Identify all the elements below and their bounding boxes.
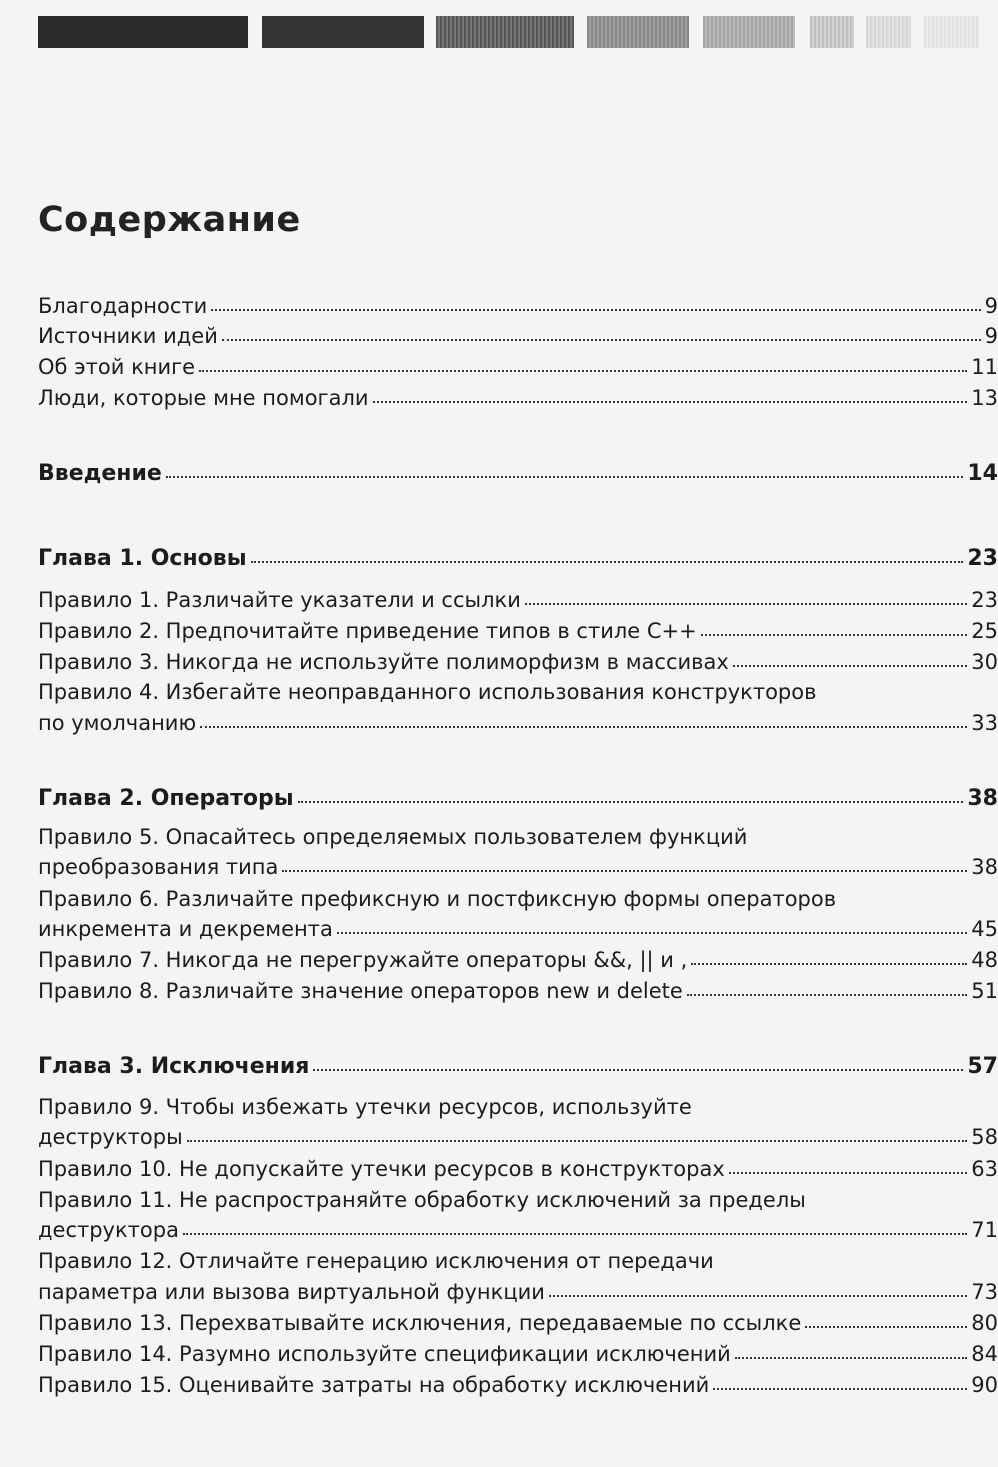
toc-chapter-title: Глава 1. Основы <box>38 546 247 571</box>
toc-chapter-title: Введение <box>38 461 162 486</box>
dot-leader <box>733 663 967 667</box>
toc-entry[interactable] <box>38 1278 998 1306</box>
toc-entry[interactable] <box>38 353 998 381</box>
toc-entry-page: 38 <box>967 786 998 811</box>
toc-entry-first-line[interactable] <box>38 885 998 913</box>
toc-entry[interactable] <box>38 915 998 943</box>
toc-entry-page: 38 <box>971 855 998 879</box>
toc-entry-page: 73 <box>971 1280 998 1304</box>
toc-chapter[interactable] <box>38 545 998 573</box>
toc-entry-page: 51 <box>971 979 998 1003</box>
toc-chapter[interactable] <box>38 460 998 488</box>
toc-chapter-title: Глава 3. Исключения <box>38 1054 310 1079</box>
toc-entry[interactable] <box>38 1216 998 1244</box>
dot-leader <box>211 307 980 311</box>
toc-entry[interactable] <box>38 1340 998 1368</box>
toc-entry-title: преобразования типа <box>38 855 279 879</box>
toc-entry-title: Благодарности <box>38 294 208 318</box>
header-bar-segment <box>810 16 854 48</box>
dot-leader <box>298 799 964 803</box>
toc-chapter-title: Глава 2. Операторы <box>38 786 294 811</box>
toc-entry-page: 48 <box>971 948 998 972</box>
toc-entry-title: деструкторы <box>38 1125 183 1149</box>
toc-entry-title: Правило 8. Различайте значение операторов new и delete <box>38 979 683 1003</box>
toc-entry-page: 33 <box>971 711 998 735</box>
dot-leader <box>187 1138 968 1142</box>
dot-leader <box>313 1067 963 1071</box>
toc-entry-page: 45 <box>971 917 998 941</box>
dot-leader <box>687 992 967 996</box>
toc-entry[interactable] <box>38 292 998 320</box>
dot-leader <box>282 868 967 872</box>
dot-leader <box>525 601 967 605</box>
dot-leader <box>373 399 968 403</box>
header-bar-segment <box>587 16 689 48</box>
toc-entry-title: Об этой книге <box>38 355 196 379</box>
toc-entry-title: Правило 13. Перехватывайте исключения, передаваемые по ссылке <box>38 1311 802 1335</box>
header-bar-segment <box>262 16 424 48</box>
dot-leader <box>549 1293 967 1297</box>
toc-entry[interactable] <box>38 1155 998 1183</box>
toc-entry-title: Люди, которые мне помогали <box>38 386 369 410</box>
toc-entry-title: Правило 5. Опасайтесь определяемых пользователем функций <box>38 825 748 849</box>
header-bar-segment <box>924 16 979 48</box>
toc-entry-page: 9 <box>984 324 998 348</box>
toc-entry[interactable] <box>38 617 998 645</box>
header-bar-segment <box>38 16 248 48</box>
toc-entry-first-line[interactable] <box>38 1093 998 1121</box>
toc-entry-page: 71 <box>971 1218 998 1242</box>
toc-entry-first-line[interactable] <box>38 678 998 706</box>
toc-entry-first-line[interactable] <box>38 1186 998 1214</box>
toc-entry[interactable] <box>38 1309 998 1337</box>
toc-entry-title: Правило 1. Различайте указатели и ссылки <box>38 588 521 612</box>
toc-entry-title: Источники идей <box>38 324 218 348</box>
dot-leader <box>691 961 967 965</box>
dot-leader <box>199 368 967 372</box>
toc-entry[interactable] <box>38 384 998 412</box>
toc-entry-title: Правило 6. Различайте префиксную и постфиксную формы операторов <box>38 887 837 911</box>
toc-entry[interactable] <box>38 977 998 1005</box>
page-title: Содержание <box>38 200 301 240</box>
dot-leader <box>251 559 964 563</box>
toc-entry[interactable] <box>38 322 998 350</box>
dot-leader <box>222 337 981 341</box>
toc-chapter[interactable] <box>38 1053 998 1081</box>
toc-entry-page: 25 <box>971 619 998 643</box>
toc-entry-page: 58 <box>971 1125 998 1149</box>
dot-leader <box>701 632 968 636</box>
toc-entry[interactable] <box>38 946 998 974</box>
toc-entry-title: деструктора <box>38 1218 179 1242</box>
toc-entry-title: Правило 15. Оценивайте затраты на обработку исключений <box>38 1373 710 1397</box>
toc-entry-first-line[interactable] <box>38 1247 998 1275</box>
toc-entry-page: 13 <box>971 386 998 410</box>
toc-entry-page: 90 <box>971 1373 998 1397</box>
header-decorative-bar <box>38 16 979 48</box>
toc-entry[interactable] <box>38 648 998 676</box>
toc-entry-title: Правило 2. Предпочитайте приведение типов в стиле C++ <box>38 619 697 643</box>
dot-leader <box>166 474 964 478</box>
header-bar-segment <box>436 16 574 48</box>
toc-entry-title: параметра или вызова виртуальной функции <box>38 1280 545 1304</box>
toc-entry-page: 30 <box>971 650 998 674</box>
toc-entry[interactable] <box>38 1371 998 1399</box>
toc-entry-title: Правило 10. Не допускайте утечки ресурсов в конструкторах <box>38 1157 725 1181</box>
toc-entry[interactable] <box>38 586 998 614</box>
toc-entry-title: Правило 12. Отличайте генерацию исключения от передачи <box>38 1249 714 1273</box>
toc-entry-title: Правило 4. Избегайте неоправданного использования конструкторов <box>38 680 817 704</box>
dot-leader <box>713 1386 967 1390</box>
toc-entry-first-line[interactable] <box>38 823 998 851</box>
toc-entry-page: 84 <box>971 1342 998 1366</box>
toc-entry-page: 57 <box>967 1054 998 1079</box>
toc-entry-page: 80 <box>971 1311 998 1335</box>
dot-leader <box>183 1231 967 1235</box>
header-bar-segment <box>866 16 911 48</box>
toc-entry-title: Правило 11. Не распространяйте обработку исключений за пределы <box>38 1188 806 1212</box>
toc-entry[interactable] <box>38 853 998 881</box>
toc-entry-title: Правило 3. Никогда не используйте полиморфизм в массивах <box>38 650 729 674</box>
dot-leader <box>337 930 967 934</box>
header-bar-segment <box>703 16 795 48</box>
dot-leader <box>200 724 967 728</box>
toc-entry-page: 63 <box>971 1157 998 1181</box>
toc-entry-title: Правило 9. Чтобы избежать утечки ресурсов, используйте <box>38 1095 692 1119</box>
dot-leader <box>735 1355 967 1359</box>
toc-entry-page: 14 <box>967 461 998 486</box>
toc-chapter[interactable] <box>38 785 998 813</box>
toc-entry[interactable] <box>38 709 998 737</box>
toc-entry-page: 11 <box>971 355 998 379</box>
toc-entry-page: 9 <box>984 294 998 318</box>
dot-leader <box>805 1324 967 1328</box>
toc-entry-title: Правило 14. Разумно используйте спецификации исключений <box>38 1342 731 1366</box>
toc-entry-page: 23 <box>967 546 998 571</box>
dot-leader <box>729 1170 968 1174</box>
toc-entry-title: инкремента и декремента <box>38 917 333 941</box>
toc-entry-title: по умолчанию <box>38 711 197 735</box>
toc-entry-page: 23 <box>971 588 998 612</box>
toc-entry-title: Правило 7. Никогда не перегружайте операторы &&, || и , <box>38 948 688 972</box>
toc-entry[interactable] <box>38 1123 998 1151</box>
